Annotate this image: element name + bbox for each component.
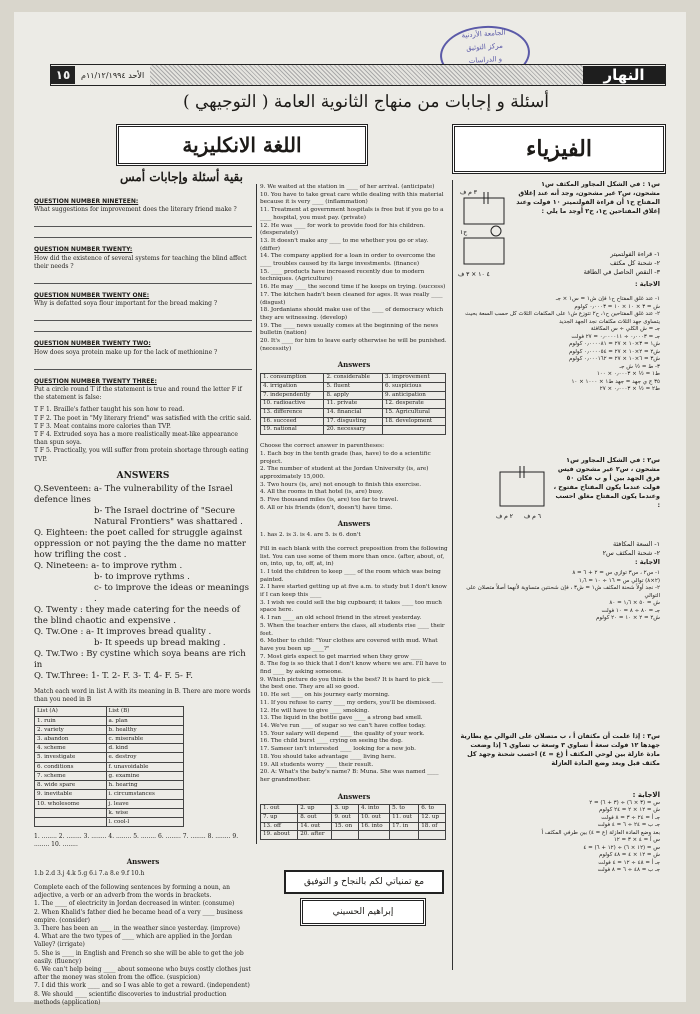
table-cell: e. destroy <box>106 753 184 762</box>
sentence-item: 14. The company applied for a loan in order to overcome the ____ troubles caused by its large investments. (finance) <box>260 253 436 268</box>
answer-line-text: Q. Nineteen: a- to improve rythm . <box>34 561 183 572</box>
q3-answer: ش = ١٢ × ٢ = ٢٤ كولوم <box>599 807 660 813</box>
fill-item: 6. Mother to child: "Your clothes are covered with mud. What have you been up ____?" <box>260 638 438 652</box>
table-row <box>35 790 184 799</box>
choose-item: 2. The number of student at the Jordan University (is, are) approximately 15,000. <box>260 466 429 480</box>
fill-item: 7. Most girls expect to get married when they grow ____ <box>260 653 423 660</box>
physics-q1-answers <box>458 296 660 394</box>
question-19-label: QUESTION NUMBER NINETEEN: <box>34 198 139 205</box>
circuit-label: ٢ م ف <box>496 513 513 520</box>
q1-answer: جـ = ٠٫٠٠٠٣ ÷ ٠٫٠٠٠٠١١ = ٢٧ فولت <box>571 333 660 340</box>
fill-item: 15. Your salary will depend ____ the quality of your work. <box>260 730 425 737</box>
circuit-loop <box>464 238 504 264</box>
table-row <box>35 735 184 744</box>
question-20-text: How did the existence of several systems for teaching the blind affect their needs ? <box>34 254 247 270</box>
physics-q3-answers <box>458 792 660 875</box>
physics-q1: س١ : في الشكل المجاور المكثف س١ مشحون، س٢ غير مشحون، وجد أنه عند إغلاق المفتاح ح١ أن قراءة الفولتميتر ١٠ فولت وعند إغلاق المفتاحين ح١، ح٢ أوجد ما يلي : <box>516 180 660 215</box>
table-row <box>261 426 446 435</box>
table-cell: 16. into <box>358 822 389 831</box>
q2-answer: ٢- نجد أولاً شحنة المكثف ش١ = ش٣ ، فإن شحنتين متساوية لأنهما أصلاً متصلان على التوالي <box>466 585 660 599</box>
question-21-label: QUESTION NUMBER TWENTY ONE: <box>34 292 150 300</box>
answers-heading: ANSWERS <box>116 470 170 481</box>
physics-section-title: الفيزياء <box>452 124 666 174</box>
circuit-loop <box>500 472 544 506</box>
table-row <box>35 716 184 725</box>
table-cell <box>35 808 107 817</box>
stamp-line-3: و الدراسات <box>468 54 503 66</box>
table-row <box>35 817 184 826</box>
author-box: إبراهيم الحسيني <box>300 898 426 926</box>
masthead <box>50 64 666 86</box>
q1-item: ١- قراءة الفولتميتر <box>610 250 660 258</box>
sentence-item: 12. He was ____ for work to provide food for his children. (desperately) <box>260 222 425 237</box>
table-cell: a. plan <box>106 716 184 725</box>
table-cell: 1. out <box>261 805 298 814</box>
answers-heading: Answers <box>337 360 371 370</box>
fill-answer-table <box>260 804 446 840</box>
table-row <box>261 417 446 426</box>
table-cell: i. circumstances <box>106 790 184 799</box>
q1-answer-label: الاجابة : <box>634 280 660 288</box>
table-row <box>261 374 446 383</box>
question-21-text: Why is defatted soya flour important for the bread making ? <box>34 300 218 308</box>
complete-item: 5. She is ____ in English and French so she will be able to get the job easily. (fluency) <box>34 949 244 965</box>
table-cell: 3. up <box>332 805 358 814</box>
tf-item: T F 1. Braille's father taught his son how to read. <box>34 406 185 414</box>
question-23-text: Put a circle round T if the statement is true and round the letter F if the statement is false: <box>34 386 242 402</box>
table-row <box>261 822 446 831</box>
table-cell: 6. conditions <box>35 762 107 771</box>
fill-item: 3. I wish we could sell the big cupboard; it takes ____ too much space here. <box>260 599 442 614</box>
choose-item: 5. Five thousand miles (is, are) too far to travel. <box>260 497 399 504</box>
table-cell: 8. out <box>298 814 332 823</box>
table-row <box>261 814 446 823</box>
circuit-label: ٣ م ف <box>460 189 477 196</box>
table-cell: d. kind <box>106 744 184 753</box>
circuit-label: ٤ ١٠ × ٣ ف <box>458 271 490 278</box>
table-cell: 12. desperate <box>382 400 445 409</box>
fill-item: 20. A: What's the baby's name? B: Muna. She was named ____ her grandmother. <box>260 769 439 783</box>
fill-item: 9. Which picture do you think is the best? It is hard to pick ____ the best one. They are all so good. <box>260 676 444 691</box>
q2-item: ٢- شحنة المكثف س٢ <box>602 549 660 557</box>
table-cell: 8. wide spare <box>35 781 107 790</box>
table-cell: g. examine <box>106 771 184 780</box>
q1-answer: ١- عند غلق المفتاح ح١ فإن ش١ = س١ × جـ <box>555 296 660 302</box>
fill-item: 19. All students worry ____ their result. <box>260 761 374 768</box>
fill-item: 11. If you refuse to carry ____ my orders, you'll be dismissed. <box>260 699 436 706</box>
stamp-line-2: مركز التوثيق <box>465 41 504 53</box>
match-header-a: List (A) <box>35 707 107 716</box>
q3-answer: الاجابة : <box>632 791 660 799</box>
answer-line-text: Q. Tw.Three: 1- T. 2- F. 3- T. 4- F. 5- F. <box>34 671 193 682</box>
table-cell: 5. to <box>390 805 419 814</box>
choose-item: 1. Each boy in the tenth grade (has, have) to do a scientific project. <box>260 450 431 465</box>
table-cell: 13. off <box>261 822 298 831</box>
table-cell <box>35 817 107 826</box>
fill-item: 10. He set ____ on his journey early morning. <box>260 692 390 699</box>
q1-item: ٢- شحنة كل مكثف <box>609 259 660 267</box>
physics-q3: س٣ : إذا علمت أن مكثفان أ ، ب متصلان على التوالي مع بطارية جهدها ١٢ فولت سعة أ تساوي ٣ وسعة ب تساوي ٦ إذا وضعت مادة عازلة بين لوحي المكثف أ (ع = ٤) احسب شحنة وجهد كل مكثف قبل وبعد وضع المادة العازلة <box>460 732 660 767</box>
english-section-title: اللغة الانكليزية <box>116 124 368 166</box>
english-left-column <box>34 190 252 1007</box>
table-cell: 20. after <box>298 831 332 840</box>
q1-answer: جـ = ش الكلي ÷ س المكافئة <box>590 326 660 332</box>
complete-item: 1. The ____ of electricity in Jordan decreased in winter. (consume) <box>34 900 235 908</box>
complete-item: 3. There has been an ____ in the weather since yesterday. (improve) <box>34 924 240 932</box>
q2-answer: ش = ٥٠ × ١٫٦ = ٨٠ <box>609 600 660 606</box>
fill-item: 13. The liquid in the bottle gave ____ a strong bad smell. <box>260 715 423 722</box>
table-row <box>261 805 446 814</box>
choose-instruction: Choose the correct answer in parentheses: <box>260 443 385 450</box>
table-cell: 10. wholesome <box>35 799 107 808</box>
match-table <box>34 706 184 827</box>
table-row <box>35 799 184 808</box>
table-cell: 6. to <box>419 805 446 814</box>
answer-line-text: Q. Tw.Two : By cystine which soya beans are rich in <box>34 649 246 671</box>
table-cell: 7. scheme <box>35 771 107 780</box>
table-cell: 14. out <box>298 822 332 831</box>
table-cell: 2. variety <box>35 725 107 734</box>
match-header-b: List (B) <box>106 707 184 716</box>
table-cell: h. hearing <box>106 781 184 790</box>
circuit-diagram-1 <box>456 182 512 282</box>
answer-line-text: b- to improve rythms . <box>94 572 190 583</box>
issue-date: الأحد ١١/١٢/١٩٩٤م <box>81 70 145 80</box>
table-cell: 1. ruin <box>35 716 107 725</box>
table-cell: 12. up <box>419 814 446 823</box>
q1-answer: ط٢ = ½ × ٠٫٠٠٠٣ × ٢٧ <box>599 386 660 392</box>
table-cell: 15. on <box>332 822 358 831</box>
choose-answers: 1. has 2. is 3. is 4. are 5. is 6. don't <box>260 532 361 539</box>
physics-q1-items <box>512 250 660 289</box>
q1-answer: ط١ = ½ × ٠٫٠٠٠٣ × ١٠٠ <box>596 371 660 377</box>
q1-answer: ش٣ = ٦×١٠ × ٢٧ = ٠٫٠٠٠١٦٢ كولوم <box>568 356 660 362</box>
question-19-text: What suggestions for improvement does the literary friend make ? <box>34 206 237 214</box>
table-cell: 3. improvement <box>382 374 445 383</box>
answer-line <box>34 275 252 284</box>
page-number: ١٥ <box>51 66 75 84</box>
fill-item: 12. He will have to give ____ smoking. <box>260 707 370 714</box>
column-divider-left <box>256 184 257 844</box>
table-cell: 2. considerable <box>324 374 382 383</box>
q2-answer: ش٢ = ٢ × ١٠ = ٢٠ كولوم <box>596 615 660 621</box>
table-cell <box>382 426 445 435</box>
fill-item: 18. You should take advantage ____ living here. <box>260 753 396 760</box>
column-divider-right <box>452 180 453 970</box>
table-cell: 8. apply <box>324 391 382 400</box>
fill-item: 16. The child burst ____ crying on seeing the dog. <box>260 738 403 745</box>
question-23-label: QUESTION NUMBER TWENTY THREE: <box>34 377 157 385</box>
fill-item: 2. I have started getting up at five a.m. to study but I don't know if I can keep this ____ <box>260 584 447 599</box>
match-answers-heading: Answers <box>126 856 160 866</box>
choose-item: 4. All the rooms in that hotel (is, are) busy. <box>260 489 384 496</box>
table-row <box>35 744 184 753</box>
table-cell: 4. scheme <box>35 744 107 753</box>
choose-answers-heading: Answers <box>337 519 371 529</box>
question-22-label: QUESTION NUMBER TWENTY TWO: <box>34 340 151 348</box>
q1-answer: ش = ٣ × ١٠ × ١٠ = ٠٫٠٠٠٣ كولوم <box>574 303 660 310</box>
circuit-label: ح١ <box>460 229 468 236</box>
q2-answer-label: الاجابة : <box>634 558 660 566</box>
table-cell: 13. difference <box>261 408 324 417</box>
answer-line-text: b- The Israel doctrine of "Secure Natural Frontiers" was shattared . <box>94 506 243 528</box>
complete-item: 8. We should ____ scientific discoveries to industrial production methods (application) <box>34 990 227 1006</box>
q1-answer: ش١ = ٣×١٠ × ٢٧ = ٠٫٠٠٠٠٨١ كولوم <box>568 341 660 347</box>
table-cell: 2. up <box>298 805 332 814</box>
q1-answer: ٢- عند غلق المفتاحين ح١، ح٢ تتوزع ش١ على المكثفات الثلاث كل حسب السعة بحيث يتساوى جهد الثلاث مكثفات نجد الجهد الجديد <box>465 311 660 325</box>
table-row <box>261 831 446 840</box>
table-cell: 10. radioactive <box>261 400 324 409</box>
sentence-item: 10. You have to take great care while dealing with this material because it is very ____ (inflammation) <box>260 191 444 206</box>
table-cell: 18. of <box>419 822 446 831</box>
table-cell: 11. private <box>324 400 382 409</box>
match-blanks: 1. ........ 2. ........ 3. ........ 4. ........ 5. ........ 6. ........ 7. ........ 8. ........ 9. ........ 10. ........ <box>34 833 239 849</box>
table-cell: 4. irrigation <box>261 382 324 391</box>
fill-item: 8. The fog is so thick that I don't know where we are. I'll have to find ____ by asking someone. <box>260 661 447 676</box>
q2-answer: جـ = ٨٠ ÷ ٨ = ١٠ فولت <box>601 607 660 614</box>
answer-line <box>34 323 252 332</box>
fill-item: 17. Sameer isn't interested ____ looking for a new job. <box>260 746 416 753</box>
answer-line <box>34 361 252 370</box>
tf-item: T F 3. Meat contains more calories than TVP. <box>34 422 171 430</box>
table-row <box>35 753 184 762</box>
table-cell: 19. national <box>261 426 324 435</box>
table-cell: 16. succeed <box>261 417 324 426</box>
match-answers: 1.b 2.d 3.j 4.k 5.g 6.i 7.a 8.e 9.f 10.h <box>34 869 145 877</box>
sentence-item: 17. The kitchen hadn't been cleaned for ages. It was really ____ (disgust) <box>260 291 443 306</box>
answer-line-text: Q. Twenty : they made catering for the needs of the blind chaotic and expensive . <box>34 605 240 627</box>
question-20-label: QUESTION NUMBER TWENTY: <box>34 246 133 254</box>
q3-answer: بعد وضع المادة العازلة (ع = ٤) بين طرفي المكثف أ <box>541 829 660 836</box>
complete-item: 6. We can't help being ____ about someone who buys costly clothes just after the money was stolen from the office. (suspicion) <box>34 965 251 982</box>
table-cell: 14. financial <box>324 408 382 417</box>
fill-instruction: Fill in each blank with the correct preposition from the following list. You can use some of them more than once. (after, about, of, on, into, up, to, off, at, in) <box>260 545 448 568</box>
table-cell: 7. up <box>261 814 298 823</box>
table-row <box>261 408 446 417</box>
q3-answer: س = (٣ × ٦) ÷ (٣ + ٦) = ٢ <box>589 799 660 806</box>
q3-answer: جـ ب = ٤٨ ÷ ٦ = ٨ فولت <box>597 867 660 873</box>
fill-answers-heading: Answers <box>337 791 371 801</box>
q3-answer: س = (١٢ × ٦) ÷ (١٢ + ٦) = ٤ <box>583 844 660 851</box>
table-cell: 18. development <box>382 417 445 426</box>
table-cell: l. cool-l <box>106 817 184 826</box>
masthead-pattern <box>150 65 583 85</box>
table-cell: 17. disgusting <box>324 417 382 426</box>
table-cell: 3. abandon <box>35 735 107 744</box>
q3-answer: ش = ١٢ × ٤ = ٤٨ كولوم <box>599 852 660 858</box>
page-headline: أسئلة و إجابات من منهاج الثانوية العامة ( التوجيهي ) <box>182 92 550 112</box>
sentence-item: 19. The ____ news usually comes at the beginning of the news bulletin (nation) <box>260 322 439 337</box>
table-row <box>35 771 184 780</box>
complete-item: 7. I did this work ____ and so I was able to get a reward. (independent) <box>34 982 250 990</box>
table-cell: j. leave <box>106 799 184 808</box>
table-cell: 17. in <box>390 822 419 831</box>
q1-answer: ٣- ط = ½ ش جـ <box>619 363 660 370</box>
table-cell: 15. Agricultural <box>382 408 445 417</box>
sentence-item: 20. It's ____ for him to leave early otherwise he will be punished. (necessity) <box>260 338 447 352</box>
table-cell: 10. out <box>358 814 389 823</box>
sentence-item: 15. ____ products have increased recently due to modern techniques. (Agriculture) <box>260 268 425 283</box>
complete-item: 4. What are the two types of ____ which are applied in the Jordan Valley? (irrigate) <box>34 933 233 949</box>
table-cell: 5. fluent <box>324 382 382 391</box>
circuit-label: ٦ م ف <box>524 513 541 520</box>
table-cell: k. wise <box>106 808 184 817</box>
table-row <box>261 391 446 400</box>
table-cell: c. miserable <box>106 735 184 744</box>
match-instruction: Match each word in list A with its meaning in B. There are more words than you need in B <box>34 688 251 704</box>
tf-item: T F 2. The poet in "My literary friend" was satisfied with the critic said. <box>34 414 252 422</box>
sentence-item: 9. We waited at the station in ____ of her arrival. (anticipate) <box>260 184 435 190</box>
table-cell <box>358 831 389 840</box>
tf-item: T F 4. Extruded soya has a more realistically meat-like appearance than spun soya. <box>34 431 238 447</box>
table-cell: 11. out <box>390 814 419 823</box>
newspaper-logo: النهار <box>583 66 665 84</box>
sentence-item: 16. He may ____ the second time if he keeps on trying. (success) <box>260 284 446 291</box>
table-cell: f. unavoidable <box>106 762 184 771</box>
physics-q2-items <box>552 540 660 567</box>
table-row <box>261 400 446 409</box>
english-subtitle: بقية أسئلة وإجابات أمس <box>120 170 243 184</box>
table-cell: 9. anticipation <box>382 391 445 400</box>
table-cell <box>419 831 446 840</box>
table-cell: 20. necessary <box>324 426 382 435</box>
sentence-item: 18. Jordanians should make use of the ____ of democracy which they are witnessing. (develop) <box>260 307 444 321</box>
sentence-item: 11. Treatment at government hospitals is free but if you go to a ____ hospital, you must pay. (private) <box>260 207 444 221</box>
table-cell: 6. suspicious <box>382 382 445 391</box>
table-cell: 1. consumption <box>261 374 324 383</box>
table-cell: 5. investigate <box>35 753 107 762</box>
table-cell: 19. about <box>261 831 298 840</box>
q2-item: ١- السعة المكافئة <box>612 540 660 548</box>
wishes-box: مع تمنياتي لكم بالنجاح و التوفيق <box>284 870 444 894</box>
table-row <box>35 725 184 734</box>
english-middle-column <box>260 184 448 840</box>
answer-line <box>34 218 252 227</box>
table-row <box>35 781 184 790</box>
table-cell: 7. independently <box>261 391 324 400</box>
question-22-text: How does soya protein make up for the lack of methionine ? <box>34 348 218 356</box>
q3-answer: س أ = ٤ × ٣ = ١٢ <box>613 837 660 843</box>
fill-item: 1. I told the children to keep ____ of the room which was being painted. <box>260 568 441 583</box>
complete-item: 2. When Khalid's father died he became head of a very ____ business empire. (consider) <box>34 908 243 924</box>
answer-line <box>34 229 252 238</box>
tf-item: T F 5. Practically, you will suffer from protein shortage through eating TVP. <box>34 447 249 463</box>
answer-line <box>34 312 252 321</box>
table-cell: b. healthy <box>106 725 184 734</box>
table-row <box>261 382 446 391</box>
answer-line-text: Q.Seventeen: a- The vulnerability of the Israel defence lines <box>34 484 233 506</box>
complete-instruction: Complete each of the following sentences by forming a noun, an adjective, a verb or an adverb from the words in brackets. <box>34 883 230 900</box>
q2-answer: ١- س٢ ، س٣ توازي س = ٢ + ٦ = ٨ <box>572 570 660 576</box>
circuit-diagram-2 <box>494 462 550 526</box>
table-cell: 4. into <box>358 805 389 814</box>
answer-line-text: b- It speeds up bread making . <box>94 638 226 649</box>
q3-answer: جـ أ = ٤٨ ÷ ١٢ = ٤ فولت <box>598 859 660 866</box>
choose-item: 6. All or his friends (don't, doesn't) have time. <box>260 504 393 511</box>
answer-table <box>260 373 446 435</box>
table-cell: 9. inevitable <box>35 790 107 799</box>
table-cell <box>390 831 419 840</box>
physics-q2-answers <box>458 570 660 623</box>
physics-q2: س٢ : في الشكل المجاور س١ مشحون ، س٢ غير مشحون فيس فرق الجهد بين أ و ب فكان ٥٠ فولت عندما يكون المفتاح مفتوح ، وعندما يكون المفتاح مغلق احسب : <box>553 456 660 509</box>
q3-answer: جـ ب = ٢٤ ÷ ٦ = ٤ فولت <box>597 822 660 828</box>
q1-answer: ش٢ = ٢×١٠ × ٢٧ = ٠٫٠٠٠٠٥٤ كولوم <box>568 348 660 355</box>
sentence-item: 13. It doesn't make any ____ to me whether you go or stay. (differ) <box>260 237 429 252</box>
stamp-line-1: الجامعة الأردنية <box>461 28 506 40</box>
answer-line-text: c- to improve the ideas or meanings . <box>94 583 249 605</box>
answer-line-text: Q. Tw.One : a- It improves bread quality . <box>34 627 212 638</box>
q2-answer: (٢×٨) توالي س = ١٦ ÷ ١٠ = ١٫٦ <box>578 577 660 584</box>
table-cell: 9. out <box>332 814 358 823</box>
fill-item: 5. When the teacher enters the class, all students rise ____ their feet. <box>260 622 445 637</box>
q1-item: ٣- النقص الحاصل في الطاقة <box>583 268 660 276</box>
table-row <box>35 808 184 817</box>
q1-answer: ٣٥ ج ي جهد = جهد ط١ × ١٠٠٠ × ١٠ <box>571 378 660 385</box>
voltmeter-icon <box>491 226 501 236</box>
choose-item: 3. Two hours (is, are) not enough to finish this exercise. <box>260 481 422 488</box>
fill-item: 14. We've run ____ of sugar so we can't have coffee today. <box>260 723 426 729</box>
table-cell <box>332 831 358 840</box>
answer-line-text: Q. Eighteen: the poet called for struggle against oppression or not paying the the dame no matter how trifling the cost . <box>34 528 246 561</box>
q3-answer: جـ أ = ٢٤ ÷ ٣ = ٨ فولت <box>601 814 660 821</box>
fill-item: 4. I ran ____ an old school friend in the street yesterday. <box>260 615 422 622</box>
table-row <box>35 762 184 771</box>
